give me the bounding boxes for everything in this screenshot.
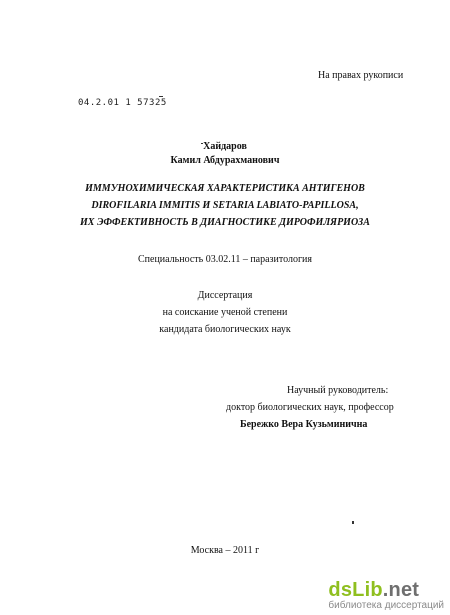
rights-note: На правах рукописи	[318, 70, 404, 81]
supervisor-label: Научный руководитель:	[287, 385, 389, 396]
city-year: Москва – 2011 г	[190, 545, 260, 556]
supervisor-name: Бережко Вера Кузьминична	[240, 419, 368, 430]
scan-dot	[352, 521, 354, 524]
author-surname: Хайдаров	[203, 141, 247, 152]
watermark-subtitle: библиотека диссертаций	[328, 600, 444, 611]
watermark-logo-part2: .net	[382, 579, 420, 601]
degree-line-1: Диссертация	[197, 290, 253, 301]
title-line-2: DIROFILARIA IMMITIS И SETARIA LABIATO-PAPILLOSA,	[91, 200, 359, 211]
title-line-3: ИХ ЭФФЕКТИВНОСТЬ В ДИАГНОСТИКЕ ДИРОФИЛЯРИОЗА	[80, 217, 370, 228]
watermark-logo-part1: dsLib	[328, 579, 383, 601]
archive-stamp: 04.2.01 1 57325	[78, 98, 167, 108]
specialty: Специальность 03.02.11 – паразитология	[137, 254, 313, 265]
degree-line-3: кандидата биологических наук	[159, 324, 291, 335]
stamp-mark	[159, 96, 163, 97]
author-given-names: Камил Абдурахманович	[170, 155, 280, 166]
watermark-logo	[328, 579, 444, 601]
title-line-1: ИММУНОХИМИЧЕСКАЯ ХАРАКТЕРИСТИКА АНТИГЕНОВ	[85, 183, 365, 194]
degree-line-2: на соискание ученой степени	[162, 307, 288, 318]
watermark	[328, 579, 444, 611]
supervisor-degree: доктор биологических наук, профессор	[226, 402, 394, 413]
